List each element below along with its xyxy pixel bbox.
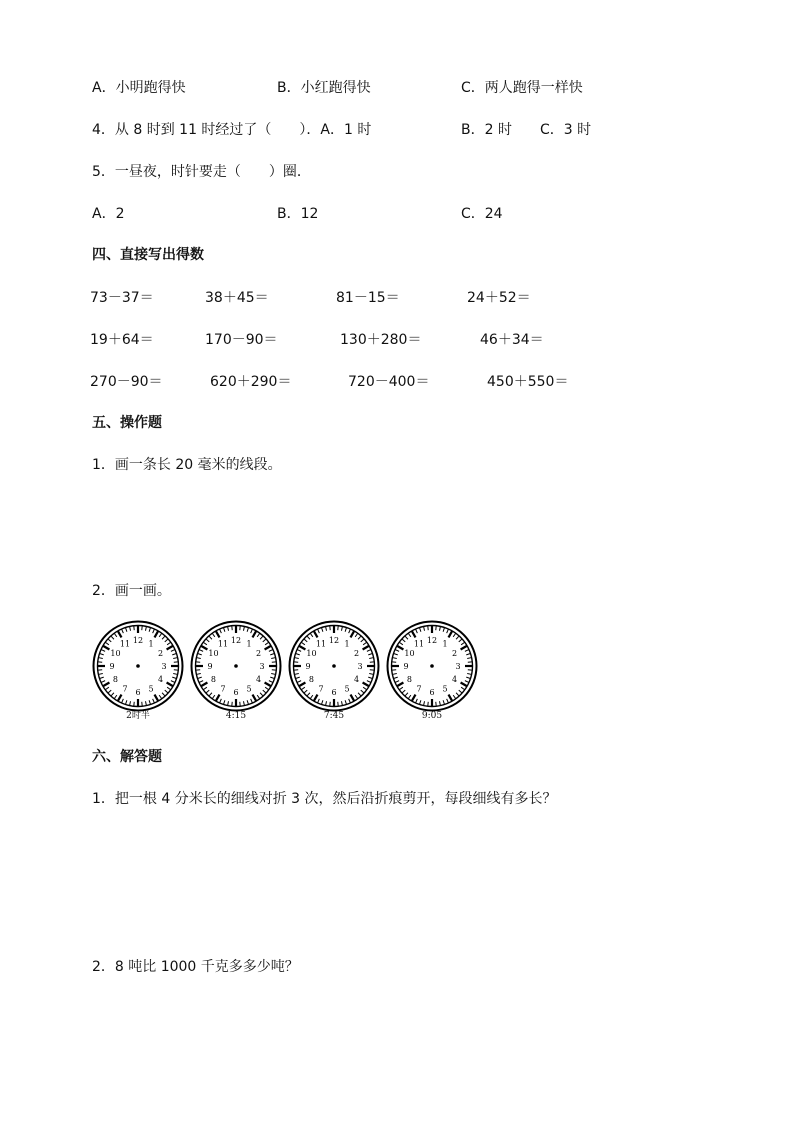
minute-tick — [310, 695, 312, 698]
arith-r2-c2: 170－90＝ — [205, 332, 278, 348]
minute-tick — [243, 627, 244, 631]
clock-1[interactable] — [92, 620, 184, 712]
hour-tick — [118, 695, 122, 701]
minute-tick — [296, 677, 300, 678]
dial-number: 7 — [220, 684, 226, 694]
minute-tick — [361, 639, 364, 642]
arith-r2-c4: 46＋34＝ — [480, 332, 544, 348]
minute-tick — [307, 693, 310, 696]
dial-number: 4 — [353, 675, 360, 684]
hour-tick — [412, 695, 416, 701]
minute-tick — [307, 636, 310, 639]
minute-tick — [269, 681, 273, 683]
minute-tick — [367, 681, 371, 683]
minute-tick — [302, 642, 305, 644]
minute-tick — [326, 701, 327, 705]
hour-tick — [397, 683, 403, 687]
minute-tick — [465, 650, 469, 652]
minute-tick — [228, 701, 229, 705]
arith-r3-c1: 270－90＝ — [90, 374, 163, 390]
minute-tick — [394, 677, 398, 678]
hour-tick — [216, 631, 220, 637]
arith-r2-c3: 130＋280＝ — [340, 332, 422, 348]
q4-option-c: C．3 时 — [540, 122, 592, 138]
hour-tick — [314, 631, 318, 637]
minute-tick — [326, 627, 327, 631]
dial-number: 8 — [308, 675, 315, 684]
hour-tick — [351, 631, 355, 637]
minute-tick — [153, 699, 155, 703]
minute-tick — [198, 654, 202, 655]
hour-tick — [461, 646, 467, 650]
minute-tick — [459, 690, 462, 693]
clock-face-icon — [190, 620, 282, 712]
minute-tick — [108, 690, 111, 693]
section6-q1: 1．把一根 4 分米长的细线对折 3 次，然后沿折痕剪开，每段细线有多长？ — [92, 791, 557, 807]
minute-tick — [465, 681, 469, 683]
minute-tick — [106, 687, 109, 689]
dial-number: 3 — [455, 662, 461, 671]
minute-tick — [358, 693, 361, 696]
minute-tick — [349, 699, 351, 703]
minute-tick — [405, 693, 408, 696]
dial-number: 7 — [318, 684, 324, 694]
minute-tick — [165, 690, 168, 693]
hour-tick — [155, 631, 159, 637]
clock-center-dot — [332, 664, 336, 668]
minute-tick — [341, 701, 342, 705]
dial-number: 8 — [210, 675, 217, 684]
hour-tick — [155, 695, 159, 701]
minute-tick — [358, 636, 361, 639]
minute-tick — [395, 650, 399, 652]
minute-tick — [224, 628, 225, 632]
minute-tick — [402, 639, 405, 642]
minute-tick — [304, 639, 307, 642]
minute-tick — [228, 627, 229, 631]
minute-tick — [126, 700, 127, 704]
clock-2[interactable] — [190, 620, 282, 712]
minute-tick — [367, 650, 371, 652]
q5-option-c: C．24 — [461, 206, 503, 222]
minute-tick — [130, 701, 131, 705]
clock-1-caption: 2时半 — [126, 711, 150, 721]
dial-number: 11 — [217, 639, 229, 649]
minute-tick — [99, 658, 103, 659]
minute-tick — [159, 695, 161, 698]
dial-number: 9 — [109, 662, 115, 671]
hour-tick — [216, 695, 220, 701]
hour-tick — [253, 695, 257, 701]
minute-tick — [355, 695, 357, 698]
minute-tick — [162, 636, 165, 639]
minute-tick — [122, 629, 124, 633]
dial-number: 3 — [161, 662, 167, 671]
dial-number: 10 — [404, 649, 415, 658]
arith-r3-c3: 720－400＝ — [348, 374, 430, 390]
hour-tick — [167, 683, 173, 687]
minute-tick — [220, 629, 222, 633]
minute-tick — [100, 654, 104, 655]
minute-tick — [439, 701, 440, 705]
q4-option-b: B．2 时 — [461, 122, 512, 138]
dial-number: 10 — [306, 649, 317, 658]
hour-tick — [299, 646, 305, 650]
minute-tick — [439, 627, 440, 631]
minute-tick — [197, 673, 201, 674]
arith-r2-c1: 19＋64＝ — [90, 332, 154, 348]
minute-tick — [459, 639, 462, 642]
minute-tick — [345, 700, 346, 704]
minute-tick — [247, 700, 248, 704]
section4-title: 四、直接写出得数 — [92, 247, 204, 263]
minute-tick — [173, 673, 177, 674]
minute-tick — [456, 693, 459, 696]
minute-tick — [206, 639, 209, 642]
minute-tick — [453, 695, 455, 698]
minute-tick — [172, 654, 176, 655]
minute-tick — [206, 690, 209, 693]
section5-q2: 2．画一画。 — [92, 583, 171, 599]
minute-tick — [322, 700, 323, 704]
minute-tick — [167, 687, 170, 689]
minute-tick — [402, 690, 405, 693]
minute-tick — [453, 634, 455, 637]
minute-tick — [251, 629, 253, 633]
hour-tick — [412, 631, 416, 637]
clock-center-dot — [430, 664, 434, 668]
minute-tick — [447, 629, 449, 633]
minute-tick — [443, 700, 444, 704]
dial-number: 9 — [403, 662, 409, 671]
minute-tick — [269, 650, 273, 652]
arith-r3-c2: 620＋290＝ — [210, 374, 292, 390]
minute-tick — [212, 634, 214, 637]
minute-tick — [318, 629, 320, 633]
dial-number: 11 — [315, 639, 327, 649]
minute-tick — [394, 654, 398, 655]
hour-tick — [397, 646, 403, 650]
minute-tick — [322, 628, 323, 632]
minute-tick — [466, 677, 470, 678]
minute-tick — [424, 627, 425, 631]
hour-tick — [449, 695, 453, 701]
minute-tick — [209, 636, 212, 639]
minute-tick — [271, 658, 275, 659]
hour-tick — [265, 683, 271, 687]
dial-number: 4 — [157, 675, 164, 684]
dial-number: 8 — [112, 675, 119, 684]
minute-tick — [467, 673, 471, 674]
minute-tick — [265, 687, 268, 689]
dial-number: 8 — [406, 675, 413, 684]
minute-tick — [114, 695, 116, 698]
clock-face-icon — [386, 620, 478, 712]
dial-number: 4 — [255, 675, 262, 684]
dial-number: 6 — [331, 688, 337, 697]
minute-tick — [420, 700, 421, 704]
minute-tick — [345, 628, 346, 632]
clock-4-caption: 9:05 — [421, 711, 443, 721]
minute-tick — [204, 642, 207, 644]
arith-r3-c4: 450＋550＝ — [487, 374, 569, 390]
minute-tick — [199, 650, 203, 652]
q3-option-a: A．小明跑得快 — [92, 80, 186, 96]
minute-tick — [162, 693, 165, 696]
minute-tick — [310, 634, 312, 637]
minute-tick — [447, 699, 449, 703]
minute-tick — [408, 695, 410, 698]
dial-number: 2 — [353, 649, 360, 658]
dial-number: 7 — [416, 684, 422, 694]
minute-tick — [270, 654, 274, 655]
minute-tick — [297, 681, 301, 683]
dial-number: 1 — [246, 639, 252, 649]
minute-tick — [265, 642, 268, 644]
minute-tick — [149, 628, 150, 632]
minute-tick — [111, 693, 114, 696]
minute-tick — [172, 677, 176, 678]
minute-tick — [416, 699, 418, 703]
dial-number: 9 — [305, 662, 311, 671]
minute-tick — [270, 677, 274, 678]
minute-tick — [443, 628, 444, 632]
minute-tick — [247, 628, 248, 632]
hour-tick — [299, 683, 305, 687]
dial-number: 11 — [413, 639, 425, 649]
section5-q1: 1．画一条长 20 毫米的线段。 — [92, 457, 282, 473]
hour-tick — [449, 631, 453, 637]
minute-tick — [209, 693, 212, 696]
q5-option-a: A．2 — [92, 206, 125, 222]
dial-number: 1 — [344, 639, 350, 649]
minute-tick — [295, 673, 299, 674]
hour-tick — [118, 631, 122, 637]
dial-number: 1 — [442, 639, 448, 649]
dial-number: 5 — [246, 684, 252, 694]
minute-tick — [99, 673, 103, 674]
hour-tick — [253, 631, 257, 637]
clock-face-icon — [288, 620, 380, 712]
dial-number: 2 — [451, 649, 458, 658]
clock-3-caption: 7:45 — [323, 711, 345, 721]
minute-tick — [304, 690, 307, 693]
minute-tick — [257, 634, 259, 637]
minute-tick — [101, 681, 105, 683]
minute-tick — [106, 642, 109, 644]
dial-number: 12 — [132, 636, 144, 645]
q5-stem: 5．一昼夜，时针要走（ ）圈． — [92, 164, 311, 180]
minute-tick — [295, 658, 299, 659]
dial-number: 10 — [110, 649, 121, 658]
clock-4[interactable] — [386, 620, 478, 712]
hour-tick — [265, 646, 271, 650]
dial-number: 3 — [357, 662, 363, 671]
minute-tick — [416, 629, 418, 633]
minute-tick — [171, 681, 175, 683]
minute-tick — [395, 681, 399, 683]
minute-tick — [122, 699, 124, 703]
dial-number: 7 — [122, 684, 128, 694]
minute-tick — [297, 650, 301, 652]
dial-number: 9 — [207, 662, 213, 671]
hour-tick — [314, 695, 318, 701]
minute-tick — [101, 650, 105, 652]
dial-number: 12 — [328, 636, 340, 645]
minute-tick — [369, 658, 373, 659]
minute-tick — [461, 687, 464, 689]
minute-tick — [368, 677, 372, 678]
minute-tick — [130, 627, 131, 631]
minute-tick — [467, 658, 471, 659]
dial-number: 6 — [135, 688, 141, 697]
minute-tick — [114, 634, 116, 637]
minute-tick — [167, 642, 170, 644]
minute-tick — [296, 654, 300, 655]
minute-tick — [257, 695, 259, 698]
minute-tick — [368, 654, 372, 655]
minute-tick — [363, 687, 366, 689]
q3-option-c: C．两人跑得一样快 — [461, 80, 583, 96]
arith-r1-c4: 24＋52＝ — [467, 290, 531, 306]
dial-number: 12 — [426, 636, 438, 645]
arith-r1-c1: 73－37＝ — [90, 290, 154, 306]
section6-q2: 2．8 吨比 1000 千克多多少吨？ — [92, 959, 299, 975]
dial-number: 5 — [148, 684, 154, 694]
minute-tick — [212, 695, 214, 698]
minute-tick — [408, 634, 410, 637]
minute-tick — [220, 699, 222, 703]
minute-tick — [318, 699, 320, 703]
minute-tick — [149, 700, 150, 704]
arith-r1-c3: 81－15＝ — [336, 290, 400, 306]
minute-tick — [456, 636, 459, 639]
q3-option-b: B．小红跑得快 — [277, 80, 371, 96]
minute-tick — [263, 690, 266, 693]
hour-tick — [167, 646, 173, 650]
minute-tick — [405, 636, 408, 639]
minute-tick — [363, 642, 366, 644]
minute-tick — [100, 677, 104, 678]
hour-tick — [103, 646, 109, 650]
arith-r1-c2: 38＋45＝ — [205, 290, 269, 306]
section5-title: 五、操作题 — [92, 415, 162, 431]
minute-tick — [165, 639, 168, 642]
dial-number: 3 — [259, 662, 265, 671]
minute-tick — [424, 701, 425, 705]
minute-tick — [400, 687, 403, 689]
clock-2-caption: 4:15 — [225, 711, 247, 721]
minute-tick — [420, 628, 421, 632]
section6-title: 六、解答题 — [92, 749, 162, 765]
minute-tick — [173, 658, 177, 659]
minute-tick — [224, 700, 225, 704]
minute-tick — [198, 677, 202, 678]
minute-tick — [349, 629, 351, 633]
minute-tick — [260, 693, 263, 696]
hour-tick — [103, 683, 109, 687]
minute-tick — [461, 642, 464, 644]
minute-tick — [159, 634, 161, 637]
minute-tick — [393, 673, 397, 674]
q5-option-b: B．12 — [277, 206, 319, 222]
hour-tick — [363, 683, 369, 687]
hour-tick — [201, 646, 207, 650]
minute-tick — [126, 628, 127, 632]
minute-tick — [361, 690, 364, 693]
minute-tick — [171, 650, 175, 652]
minute-tick — [204, 687, 207, 689]
dial-number: 5 — [442, 684, 448, 694]
minute-tick — [263, 639, 266, 642]
minute-tick — [355, 634, 357, 637]
hour-tick — [461, 683, 467, 687]
minute-tick — [199, 681, 203, 683]
dial-number: 4 — [451, 675, 458, 684]
dial-number: 1 — [148, 639, 154, 649]
minute-tick — [466, 654, 470, 655]
minute-tick — [369, 673, 373, 674]
dial-number: 12 — [230, 636, 242, 645]
dial-number: 2 — [255, 649, 262, 658]
hour-tick — [363, 646, 369, 650]
dial-number: 5 — [344, 684, 350, 694]
hour-tick — [201, 683, 207, 687]
minute-tick — [393, 658, 397, 659]
minute-tick — [145, 627, 146, 631]
clock-center-dot — [234, 664, 238, 668]
minute-tick — [400, 642, 403, 644]
dial-number: 2 — [157, 649, 164, 658]
minute-tick — [251, 699, 253, 703]
q4-stem: 4．从 8 时到 11 时经过了（ ）．A．1 时 — [92, 122, 372, 138]
minute-tick — [197, 658, 201, 659]
clock-3[interactable] — [288, 620, 380, 712]
minute-tick — [111, 636, 114, 639]
hour-tick — [351, 695, 355, 701]
dial-number: 6 — [233, 688, 239, 697]
minute-tick — [145, 701, 146, 705]
minute-tick — [260, 636, 263, 639]
clock-face-icon — [92, 620, 184, 712]
dial-number: 10 — [208, 649, 219, 658]
minute-tick — [302, 687, 305, 689]
dial-number: 6 — [429, 688, 435, 697]
clock-center-dot — [136, 664, 140, 668]
minute-tick — [153, 629, 155, 633]
minute-tick — [271, 673, 275, 674]
dial-number: 11 — [119, 639, 131, 649]
minute-tick — [341, 627, 342, 631]
minute-tick — [108, 639, 111, 642]
minute-tick — [243, 701, 244, 705]
